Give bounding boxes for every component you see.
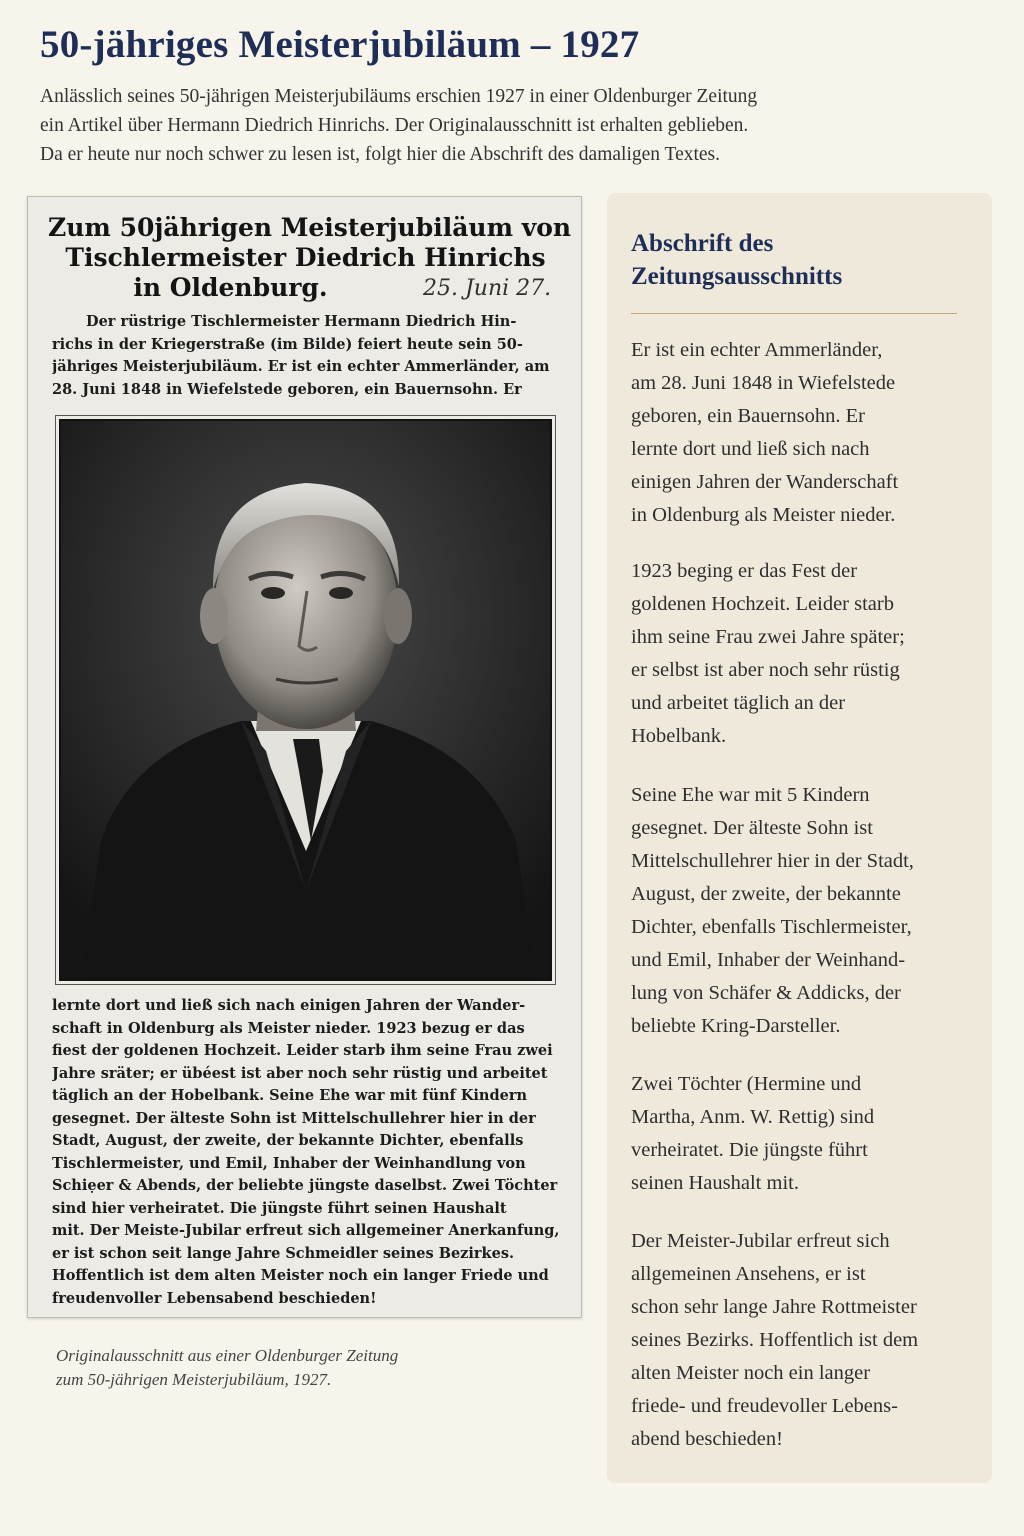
clipping-line: schaft in Oldenburg als Meister nieder. 1923 bezug er das — [52, 1019, 525, 1037]
para-line: geboren, ein Bauernsohn. Er — [631, 405, 865, 427]
intro-line: Da er heute nur noch schwer zu lesen ist, folgt hier die Abschrift des damaligen Textes. — [40, 144, 721, 165]
clipping-text-top — [52, 311, 562, 401]
para-line: allgemeinen Ansehens, er ist — [631, 1263, 866, 1285]
para-line: Der Meister-Jubilar erfreut sich — [631, 1230, 890, 1252]
clipping-line: jähriges Meisterjubiläum. Er ist ein echter Ammerländer, am — [52, 358, 550, 375]
para-line: Seine Ehe war mit 5 Kindern — [631, 784, 870, 806]
clipping-line: Der rüstrige Tischlermeister Hermann Diedrich Hin- — [86, 313, 517, 330]
clipping-line: Jahre sräter; er übéest ist aber noch sehr rüstig und arbeitet — [52, 1064, 548, 1082]
para-line: Martha, Anm. W. Rettig) sind — [631, 1106, 875, 1128]
headline-line: Zum 50jährigen Meisterjubiläum von — [48, 213, 572, 242]
portrait-photo — [59, 419, 552, 981]
para-line: und Emil, Inhaber der Weinhand- — [631, 949, 906, 971]
clipping-line: täglich an der Hobelbank. Seine Ehe war mit fünf Kindern — [52, 1087, 528, 1104]
clipping-line: richs in der Kriegerstraße (im Bilde) feiert heute sein 50- — [52, 335, 523, 353]
clipping-line: Schiẹer & Abends, der beliebte jüngste daselbst. Zwei Töchter — [52, 1177, 558, 1194]
clipping-line: Stadt, August, der zweite, der bekannte Dichter, ebenfalls — [52, 1132, 524, 1149]
clipping-line: fiest der goldenen Hochzeit. Leider starb ihm seine Frau zwei — [52, 1042, 553, 1059]
para-line: am 28. Juni 1848 in Wiefelstede — [631, 372, 896, 394]
para-line: er selbst ist aber noch sehr rüstig — [631, 659, 900, 681]
para-line: abend beschieden! — [631, 1428, 783, 1450]
para-line: Mittelschullehrer hier in der Stadt, — [631, 850, 914, 872]
intro-text — [40, 82, 940, 169]
para-line: Zwei Töchter (Hermine und — [631, 1073, 862, 1095]
clipping-text-bottom — [52, 995, 562, 1310]
clipping-line: er ist schon seit lange Jahre Schmeidler seines Bezirkes. — [52, 1244, 515, 1262]
para-line: in Oldenburg als Meister nieder. — [631, 504, 896, 526]
para-line: seinen Haushalt mit. — [631, 1172, 799, 1194]
transcription-paragraph-4 — [631, 1068, 976, 1200]
para-line: lernte dort und ließ sich nach — [631, 438, 870, 460]
para-line: schon sehr lange Jahre Rottmeister — [631, 1296, 917, 1318]
clipping-line: Hoffentlich ist dem alten Meister noch ein langer Friede und — [52, 1267, 549, 1284]
para-line: lung von Schäfer & Addicks, der — [631, 982, 901, 1004]
para-line: alten Meister noch ein langer — [631, 1362, 871, 1384]
clipping-line: freudenvoller Lebensabend beschieden! — [52, 1289, 377, 1307]
transcription-paragraph-3 — [631, 779, 976, 1043]
headline-line: Tischlermeister Diedrich Hinrichs — [65, 243, 546, 272]
title-line: Abschrift des — [631, 230, 774, 257]
transcription-paragraph-5 — [631, 1225, 976, 1456]
para-line: und arbeitet täglich an der — [631, 692, 846, 714]
headline-line: in Oldenburg. — [133, 273, 328, 302]
clipping-line: sind hier verheiratet. Die jüngste führt seinen Haushalt — [52, 1199, 507, 1217]
transcription-title — [631, 227, 961, 293]
handwritten-date: 25. Juni 27. — [423, 276, 552, 301]
transcription-paragraph-1 — [631, 334, 976, 532]
portrait-illustration — [61, 421, 550, 979]
para-line: Dichter, ebenfalls Tischlermeister, — [631, 916, 912, 938]
para-line: goldenen Hochzeit. Leider starb — [631, 593, 894, 615]
para-line: einigen Jahren der Wanderschaft — [631, 471, 899, 493]
intro-line: ein Artikel über Hermann Diedrich Hinrichs. Der Originalausschnitt ist erhalten geblieben. — [40, 115, 749, 136]
transcription-panel — [607, 193, 992, 1483]
para-line: ihm seine Frau zwei Jahre später; — [631, 626, 905, 648]
para-line: 1923 beging er das Fest der — [631, 560, 858, 582]
clipping-line: Tischlermeister, und Emil, Inhaber der Weinhandlung von — [52, 1154, 526, 1172]
para-line: seines Bezirks. Hoffentlich ist dem — [631, 1329, 919, 1351]
para-line: August, der zweite, der bekannte — [631, 883, 901, 905]
newspaper-clipping — [27, 196, 582, 1318]
para-line: verheiratet. Die jüngste führt — [631, 1139, 868, 1161]
para-line: gesegnet. Der älteste Sohn ist — [631, 817, 873, 839]
para-line: Hobelbank. — [631, 725, 727, 747]
para-line: Er ist ein echter Ammerländer, — [631, 339, 883, 361]
clipping-line: gesegnet. Der älteste Sohn ist Mittelschullehrer hier in der — [52, 1109, 536, 1127]
page-title: 50-jähriges Meisterjubiläum – 1927 — [40, 23, 640, 66]
clipping-line: lernte dort und ließ sich nach einigen Jahren der Wander- — [52, 997, 526, 1014]
clipping-caption — [56, 1344, 526, 1392]
clipping-line: 28. Juni 1848 in Wiefelstede geboren, ein Bauernsohn. Er — [52, 380, 522, 398]
intro-line: Anlässlich seines 50-jährigen Meisterjubiläums erschien 1927 in einer Oldenburger Zeitung — [40, 86, 758, 107]
transcription-paragraph-2 — [631, 555, 976, 753]
clipping-line: mit. Der Meiste-Jubilar erfreut sich allgemeiner Anerkanfung, — [52, 1222, 560, 1239]
para-line: beliebte Kring-Darsteller. — [631, 1015, 841, 1037]
para-line: friede- und freudevoller Lebens- — [631, 1395, 898, 1417]
title-line: Zeitungsausschnitts — [631, 263, 843, 290]
title-divider — [631, 313, 957, 314]
caption-line: zum 50-jährigen Meisterjubiläum, 1927. — [56, 1370, 332, 1389]
caption-line: Originalausschnitt aus einer Oldenburger Zeitung — [56, 1346, 399, 1365]
